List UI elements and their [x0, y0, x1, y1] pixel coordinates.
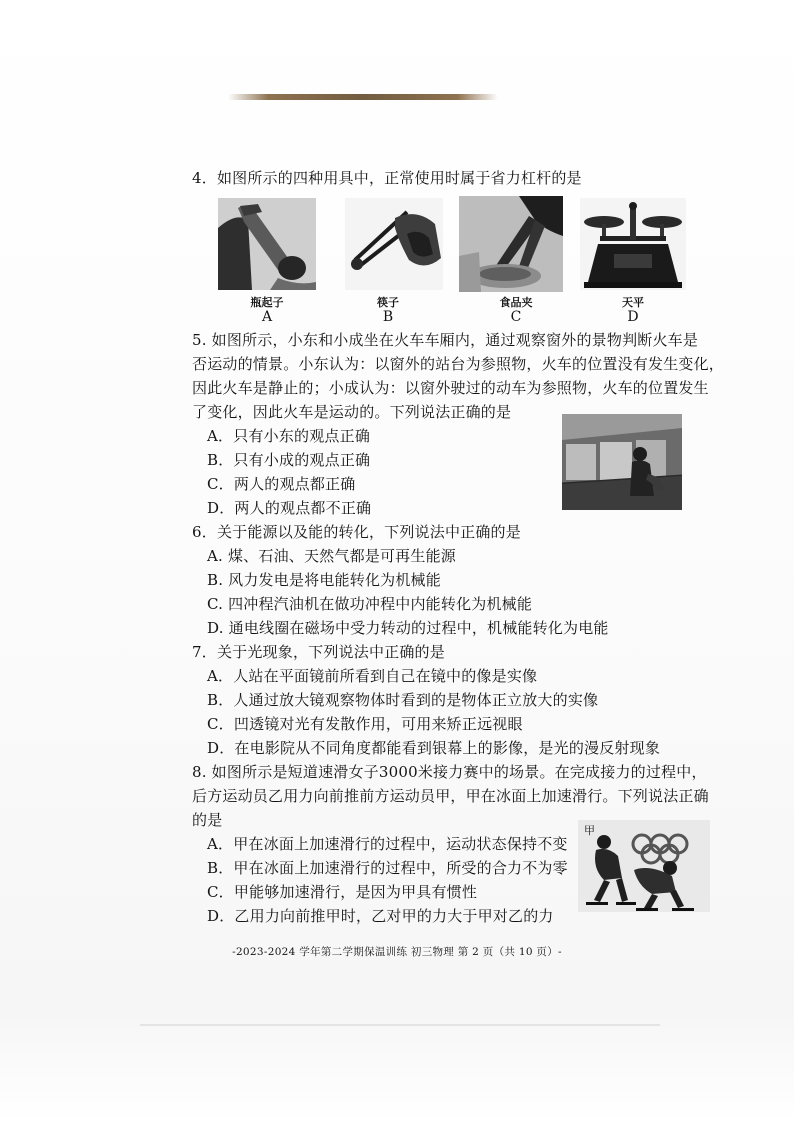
q8-line-3: 的是 [192, 811, 223, 829]
tool-caption-d: 天平 [622, 296, 644, 309]
q5-option-d: D．两人的观点都不正确 [207, 499, 372, 517]
q8-option-b: B．甲在冰面上加速滑行的过程中，所受的合力不为零 [207, 859, 568, 877]
q6-stem: 6．关于能源以及能的转化，下列说法中正确的是 [192, 523, 521, 541]
tool-letter-c: C [510, 309, 522, 325]
q5-option-a: A．只有小东的观点正确 [207, 427, 371, 445]
scan-artifact-strip [228, 94, 498, 100]
tool-caption-b: 筷子 [377, 296, 399, 309]
tool-letter-a: A [261, 309, 273, 325]
q5-line-4: 了变化，因此火车是运动的。下列说法正确的是 [192, 403, 512, 421]
tool-caption-c: 食品夹 [499, 296, 533, 309]
bottle-opener-icon [218, 198, 316, 290]
q6-option-c: C. 四冲程汽油机在做功冲程中内能转化为机械能 [207, 595, 533, 613]
q5-line-3: 因此火车是静止的；小成认为：以窗外驶过的动车为参照物，火车的位置发生 [192, 379, 709, 397]
train-interior-photo [562, 414, 682, 510]
q7-option-d: D．在电影院从不同角度都能看到银幕上的影像，是光的漫反射现象 [207, 739, 661, 757]
q4-stem: 4．如图所示的四种用具中，正常使用时属于省力杠杆的是 [192, 169, 582, 187]
q5-option-b: B．只有小成的观点正确 [207, 451, 371, 469]
q5-option-c: C．两人的观点都正确 [207, 475, 356, 493]
q6-option-b: B. 风力发电是将电能转化为机械能 [207, 571, 441, 589]
q6-option-d: D. 通电线圈在磁场中受力转动的过程中，机械能转化为电能 [207, 619, 609, 637]
tool-letter-d: D [627, 309, 639, 325]
q8-option-c: C．甲能够加速滑行，是因为甲具有惯性 [207, 883, 478, 901]
q8-option-d: D．乙用力向前推甲时，乙对甲的力大于甲对乙的力 [207, 907, 554, 925]
q7-option-a: A．人站在平面镜前所看到自己在镜中的像是实像 [207, 667, 538, 685]
tool-letter-b: B [382, 309, 394, 325]
q8-line-2: 后方运动员乙用力向前推前方运动员甲，甲在冰面上加速滑行。下列说法正确 [192, 787, 709, 805]
q7-option-c: C．凹透镜对光有发散作用，可用来矫正远视眼 [207, 715, 523, 733]
q8-line-1: 8. 如图所示是短道速滑女子3000米接力赛中的场景。在完成接力的过程中， [192, 763, 707, 781]
food-tongs-icon [459, 196, 563, 292]
q7-option-b: B．人通过放大镜观察物体时看到的是物体正立放大的实像 [207, 691, 599, 709]
page-footer: -2023-2024 学年第二学期保温训练 初三物理 第 2 页（共 10 页）- [232, 946, 562, 958]
scan-bottom-edge [140, 1024, 660, 1026]
tool-caption-a: 瓶起子 [250, 296, 284, 309]
chopsticks-icon [345, 198, 443, 290]
q7-stem: 7．关于光现象，下列说法中正确的是 [192, 643, 445, 661]
q6-option-a: A. 煤、石油、天然气都是可再生能源 [207, 547, 456, 565]
speed-skating-photo [578, 820, 710, 912]
q5-line-1: 5. 如图所示，小东和小成坐在火车车厢内，通过观察窗外的景物判断火车是 [192, 331, 699, 349]
balance-scale-icon [580, 198, 686, 290]
figure-label-jia: 甲 [584, 824, 595, 837]
q8-option-a: A．甲在冰面上加速滑行的过程中，运动状态保持不变 [207, 835, 568, 853]
q5-line-2: 否运动的情景。小东认为：以窗外的站台为参照物，火车的位置没有发生变化， [192, 355, 725, 373]
